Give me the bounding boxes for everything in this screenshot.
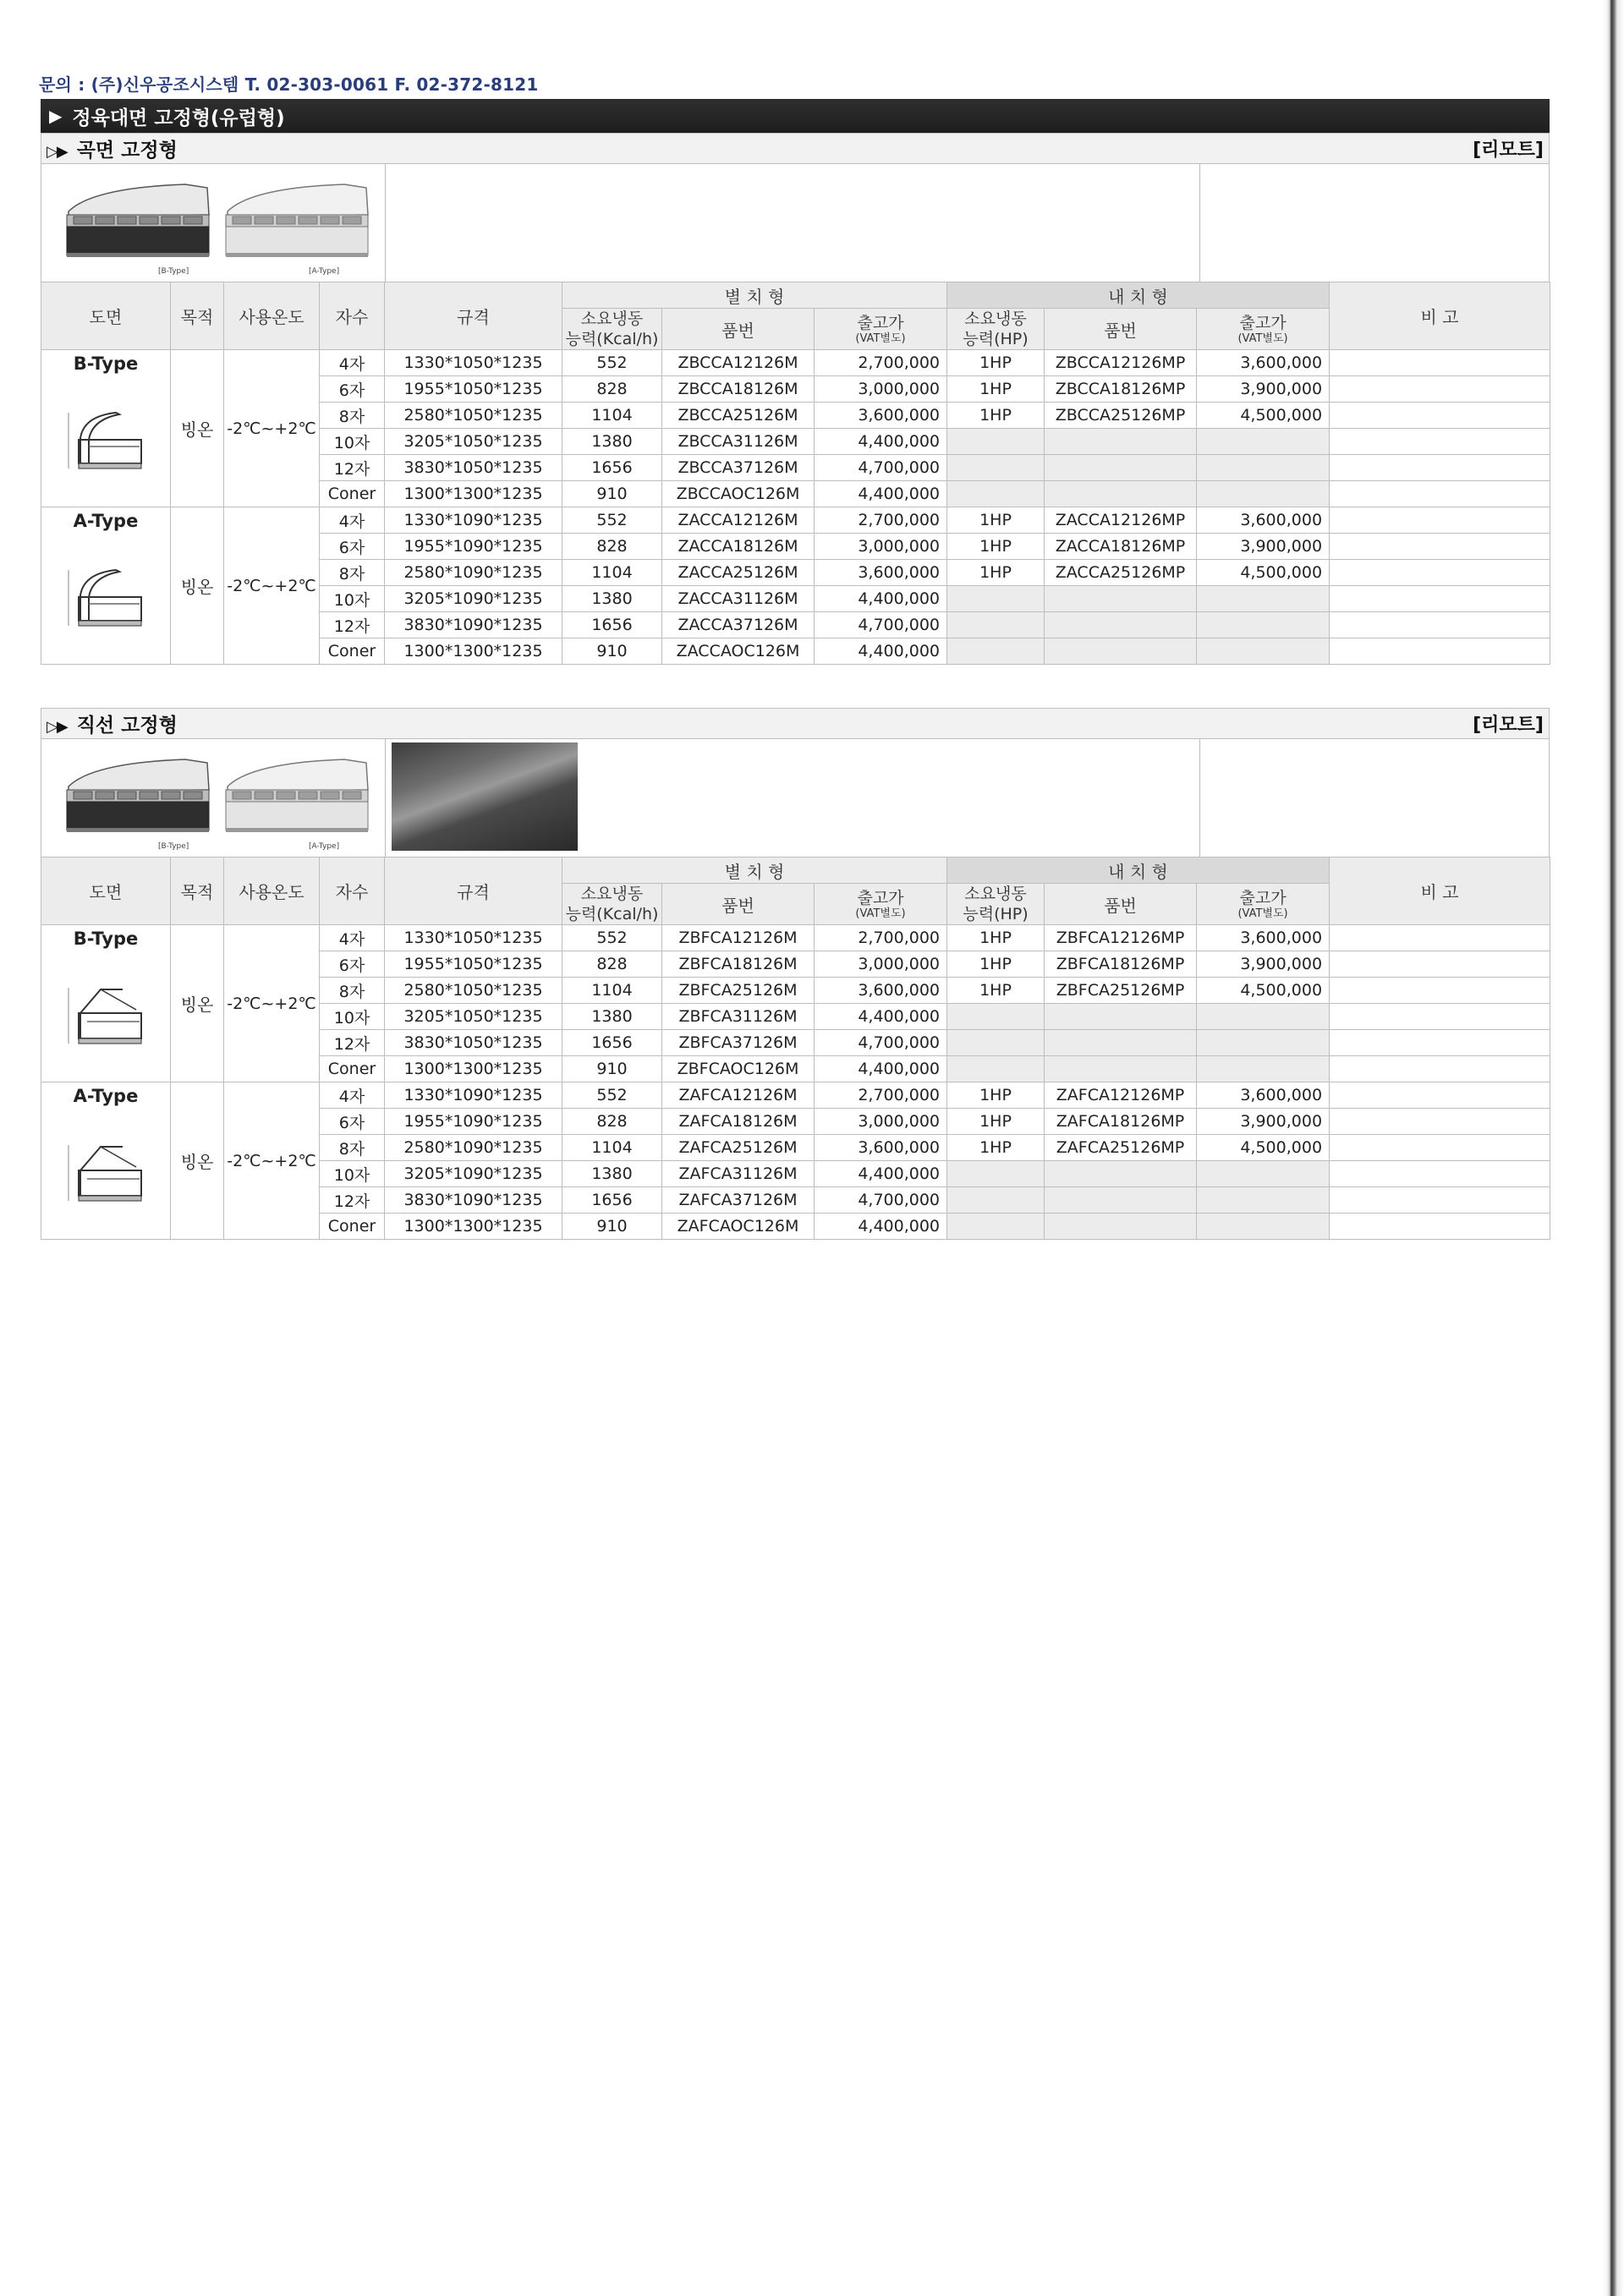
photo-caption-b: [B-Type] (158, 842, 189, 851)
spec-cell: 2580*1090*1235 (385, 560, 562, 586)
part-no-internal-cell: ZAFCA25126MP (1045, 1135, 1197, 1161)
kcal-cell: 552 (562, 1082, 662, 1109)
price-cell: 4,400,000 (815, 586, 947, 612)
a-type-case-image (217, 173, 378, 267)
kcal-cell: 1656 (562, 455, 662, 481)
price-cell: 2,700,000 (815, 507, 947, 534)
price-internal-cell: 3,600,000 (1197, 1082, 1330, 1109)
table-row (41, 350, 1550, 376)
price-cell: 3,000,000 (815, 1109, 947, 1135)
spec-cell: 1955*1090*1235 (385, 534, 562, 560)
part-no-cell: ZBFCA25126M (662, 978, 815, 1004)
part-no-internal-cell (1045, 1214, 1197, 1240)
header-drawing: 도면 (41, 858, 171, 925)
section-straight-fixed (41, 708, 1550, 1240)
temp-cell: -2℃~+2℃ (224, 507, 320, 665)
size-cell: 4자 (320, 1082, 385, 1109)
size-cell: 4자 (320, 507, 385, 534)
spec-table (41, 282, 1550, 665)
part-no-internal-cell: ZACCA18126MP (1045, 534, 1197, 560)
price-internal-cell (1197, 455, 1330, 481)
section-curved-fixed (41, 133, 1550, 665)
price-internal-cell: 3,600,000 (1197, 507, 1330, 534)
case-section-drawing-icon (63, 404, 148, 475)
kcal-cell: 1104 (562, 560, 662, 586)
size-cell: 6자 (320, 951, 385, 978)
size-cell: 4자 (320, 350, 385, 376)
part-no-internal-cell (1045, 1161, 1197, 1187)
remark-cell (1330, 350, 1550, 376)
section-title: 직선 고정형 (76, 715, 178, 737)
spec-cell: 3830*1090*1235 (385, 1187, 562, 1214)
price-internal-cell (1197, 586, 1330, 612)
photo-caption-b: [B-Type] (158, 267, 189, 276)
part-no-cell: ZBCCAOC126M (662, 481, 815, 507)
kcal-cell: 1656 (562, 1187, 662, 1214)
part-no-cell: ZACCA37126M (662, 612, 815, 638)
remark-cell (1330, 481, 1550, 507)
contact-info: 문의 : (주)신우공조시스템 T. 02-303-0061 F. 02-372-8121 (39, 74, 539, 95)
section-header (41, 133, 1550, 163)
remark-cell (1330, 1056, 1550, 1082)
spec-cell: 3205*1090*1235 (385, 586, 562, 612)
header-spec: 규격 (385, 282, 562, 350)
size-cell: 12자 (320, 1187, 385, 1214)
size-cell: 6자 (320, 1109, 385, 1135)
hp-cell: 1HP (947, 1135, 1045, 1161)
kcal-cell: 828 (562, 534, 662, 560)
part-no-internal-cell (1045, 638, 1197, 665)
header-remark: 비 고 (1330, 858, 1550, 925)
spec-cell: 1300*1300*1235 (385, 1056, 562, 1082)
table-row (41, 925, 1550, 951)
photo-row (41, 738, 1550, 857)
spec-cell: 2580*1050*1235 (385, 403, 562, 429)
size-cell: 6자 (320, 376, 385, 403)
hp-cell: 1HP (947, 978, 1045, 1004)
header-temp: 사용온도 (224, 858, 320, 925)
remark-cell (1330, 1187, 1550, 1214)
remark-cell (1330, 612, 1550, 638)
part-no-internal-cell: ZACCA25126MP (1045, 560, 1197, 586)
part-no-internal-cell (1045, 481, 1197, 507)
price-cell: 4,400,000 (815, 429, 947, 455)
section-title: 곡면 고정형 (76, 140, 178, 162)
price-cell: 4,700,000 (815, 1030, 947, 1056)
hp-cell: 1HP (947, 403, 1045, 429)
hp-cell: 1HP (947, 507, 1045, 534)
remark-cell (1330, 1161, 1550, 1187)
hp-cell (947, 1056, 1045, 1082)
price-internal-cell: 3,600,000 (1197, 350, 1330, 376)
photo-caption-a: [A-Type] (309, 267, 340, 276)
price-internal-cell: 4,500,000 (1197, 1135, 1330, 1161)
price-cell: 4,400,000 (815, 1004, 947, 1030)
spec-cell: 3830*1050*1235 (385, 1030, 562, 1056)
kcal-cell: 1104 (562, 403, 662, 429)
spec-cell: 1330*1090*1235 (385, 507, 562, 534)
remote-label: [리모트] (1473, 715, 1544, 736)
part-no-internal-cell (1045, 1030, 1197, 1056)
triangle-markers-icon: ▷▶ (47, 718, 67, 736)
hp-cell: 1HP (947, 925, 1045, 951)
price-cell: 4,700,000 (815, 612, 947, 638)
remark-cell (1330, 1030, 1550, 1056)
price-cell: 4,400,000 (815, 638, 947, 665)
spec-cell: 2580*1090*1235 (385, 1135, 562, 1161)
price-internal-cell (1197, 481, 1330, 507)
size-cell: Coner (320, 638, 385, 665)
drawing-cell (41, 350, 171, 507)
b-type-case-image (58, 173, 219, 267)
kcal-cell: 1380 (562, 586, 662, 612)
size-cell: 12자 (320, 455, 385, 481)
header-capacity-kcal: 소요냉동 능력(Kcal/h) (562, 309, 662, 350)
price-cell: 3,600,000 (815, 1135, 947, 1161)
header-part-no: 품번 (662, 309, 815, 350)
size-cell: 8자 (320, 978, 385, 1004)
header-spec: 규격 (385, 858, 562, 925)
price-internal-cell (1197, 1056, 1330, 1082)
kcal-cell: 1656 (562, 1030, 662, 1056)
price-internal-cell: 4,500,000 (1197, 560, 1330, 586)
part-no-cell: ZBCCA12126M (662, 350, 815, 376)
a-type-case-image (217, 748, 378, 842)
price-internal-cell: 3,600,000 (1197, 925, 1330, 951)
part-no-internal-cell (1045, 612, 1197, 638)
price-internal-cell (1197, 1161, 1330, 1187)
hp-cell (947, 429, 1045, 455)
temp-cell: -2℃~+2℃ (224, 350, 320, 507)
kcal-cell: 828 (562, 376, 662, 403)
kcal-cell: 1656 (562, 612, 662, 638)
spec-cell: 3830*1090*1235 (385, 612, 562, 638)
remark-cell (1330, 455, 1550, 481)
price-internal-cell (1197, 1030, 1330, 1056)
type-name: A-Type (73, 1086, 139, 1106)
remark-cell (1330, 978, 1550, 1004)
kcal-cell: 552 (562, 925, 662, 951)
photo-row (41, 163, 1550, 282)
spec-cell: 3205*1090*1235 (385, 1161, 562, 1187)
part-no-cell: ZBFCAOC126M (662, 1056, 815, 1082)
kcal-cell: 828 (562, 951, 662, 978)
size-cell: 10자 (320, 1161, 385, 1187)
spec-table (41, 857, 1550, 1240)
part-no-cell: ZACCAOC126M (662, 638, 815, 665)
part-no-cell: ZAFCA31126M (662, 1161, 815, 1187)
price-cell: 3,600,000 (815, 978, 947, 1004)
spec-cell: 1330*1090*1235 (385, 1082, 562, 1109)
triangle-right-icon: ▶ (49, 106, 63, 126)
price-internal-cell (1197, 429, 1330, 455)
hp-cell: 1HP (947, 1109, 1045, 1135)
spec-cell: 1955*1090*1235 (385, 1109, 562, 1135)
kcal-cell: 910 (562, 638, 662, 665)
header-size: 자수 (320, 282, 385, 350)
remark-cell (1330, 586, 1550, 612)
price-cell: 4,400,000 (815, 481, 947, 507)
size-cell: 8자 (320, 560, 385, 586)
part-no-internal-cell: ZAFCA12126MP (1045, 1082, 1197, 1109)
kcal-cell: 1380 (562, 1161, 662, 1187)
kcal-cell: 552 (562, 350, 662, 376)
remark-cell (1330, 560, 1550, 586)
spec-cell: 1300*1300*1235 (385, 1214, 562, 1240)
spec-cell: 1955*1050*1235 (385, 951, 562, 978)
price-cell: 4,400,000 (815, 1056, 947, 1082)
hp-cell: 1HP (947, 376, 1045, 403)
part-no-internal-cell (1045, 586, 1197, 612)
size-cell: 12자 (320, 612, 385, 638)
part-no-internal-cell (1045, 1187, 1197, 1214)
hp-cell: 1HP (947, 1082, 1045, 1109)
purpose-cell: 빙온 (171, 1082, 224, 1240)
part-no-internal-cell (1045, 1056, 1197, 1082)
price-internal-cell (1197, 1214, 1330, 1240)
part-no-cell: ZACCA25126M (662, 560, 815, 586)
kcal-cell: 910 (562, 1056, 662, 1082)
price-cell: 3,600,000 (815, 560, 947, 586)
part-no-internal-cell (1045, 429, 1197, 455)
purpose-cell: 빙온 (171, 925, 224, 1082)
purpose-cell: 빙온 (171, 350, 224, 507)
part-no-internal-cell: ZBCCA18126MP (1045, 376, 1197, 403)
main-title: 정육대면 고정형(유럽형) (72, 107, 285, 129)
part-no-cell: ZACCA12126M (662, 507, 815, 534)
part-no-cell: ZACCA18126M (662, 534, 815, 560)
header-internal: 내 치 형 (947, 282, 1330, 309)
spec-cell: 1330*1050*1235 (385, 350, 562, 376)
drawing-cell (41, 507, 171, 665)
part-no-cell: ZBCCA37126M (662, 455, 815, 481)
hp-cell (947, 1214, 1045, 1240)
kcal-cell: 910 (562, 1214, 662, 1240)
type-name: B-Type (73, 929, 139, 949)
part-no-cell: ZBFCA31126M (662, 1004, 815, 1030)
triangle-markers-icon: ▷▶ (47, 143, 67, 161)
remark-cell (1330, 1135, 1550, 1161)
main-title-bar (41, 99, 1550, 133)
remark-cell (1330, 925, 1550, 951)
remark-cell (1330, 951, 1550, 978)
kcal-cell: 552 (562, 507, 662, 534)
price-cell: 2,700,000 (815, 350, 947, 376)
header-part-no: 품번 (662, 884, 815, 925)
photo-caption-a: [A-Type] (309, 842, 340, 851)
price-cell: 4,700,000 (815, 455, 947, 481)
part-no-cell: ZBCCA31126M (662, 429, 815, 455)
price-internal-cell: 3,900,000 (1197, 376, 1330, 403)
remark-cell (1330, 638, 1550, 665)
part-no-cell: ZBFCA37126M (662, 1030, 815, 1056)
remark-cell (1330, 1109, 1550, 1135)
price-internal-cell (1197, 612, 1330, 638)
hp-cell (947, 612, 1045, 638)
header-capacity-hp: 소요냉동 능력(HP) (947, 309, 1045, 350)
hp-cell (947, 1161, 1045, 1187)
price-cell: 2,700,000 (815, 925, 947, 951)
part-no-cell: ZAFCA37126M (662, 1187, 815, 1214)
remark-cell (1330, 376, 1550, 403)
remark-cell (1330, 1214, 1550, 1240)
spec-cell: 1300*1300*1235 (385, 481, 562, 507)
temp-cell: -2℃~+2℃ (224, 925, 320, 1082)
size-cell: 8자 (320, 1135, 385, 1161)
size-cell: Coner (320, 1056, 385, 1082)
kcal-cell: 1104 (562, 978, 662, 1004)
hp-cell (947, 586, 1045, 612)
part-no-cell: ZAFCA25126M (662, 1135, 815, 1161)
hp-cell (947, 1187, 1045, 1214)
header-remark: 비 고 (1330, 282, 1550, 350)
price-internal-cell (1197, 1187, 1330, 1214)
part-no-cell: ZACCA31126M (662, 586, 815, 612)
store-display-photo (392, 743, 578, 851)
hp-cell (947, 1004, 1045, 1030)
price-cell: 2,700,000 (815, 1082, 947, 1109)
part-no-internal-cell: ZACCA12126MP (1045, 507, 1197, 534)
kcal-cell: 1104 (562, 1135, 662, 1161)
spec-cell: 1300*1300*1235 (385, 638, 562, 665)
header-purpose: 목적 (171, 858, 224, 925)
part-no-cell: ZAFCA18126M (662, 1109, 815, 1135)
purpose-cell: 빙온 (171, 507, 224, 665)
header-capacity-kcal: 소요냉동 능력(Kcal/h) (562, 884, 662, 925)
price-cell: 4,700,000 (815, 1187, 947, 1214)
spec-cell: 3205*1050*1235 (385, 1004, 562, 1030)
case-section-drawing-icon (63, 562, 148, 633)
size-cell: Coner (320, 1214, 385, 1240)
remark-cell (1330, 429, 1550, 455)
table-row (41, 507, 1550, 534)
price-internal-cell (1197, 1004, 1330, 1030)
size-cell: 10자 (320, 429, 385, 455)
case-section-drawing-icon (63, 979, 148, 1050)
part-no-internal-cell (1045, 455, 1197, 481)
part-no-cell: ZBCCA18126M (662, 376, 815, 403)
remark-cell (1330, 403, 1550, 429)
kcal-cell: 828 (562, 1109, 662, 1135)
spec-cell: 1955*1050*1235 (385, 376, 562, 403)
header-part-no-internal: 품번 (1045, 884, 1197, 925)
hp-cell (947, 455, 1045, 481)
hp-cell (947, 638, 1045, 665)
remark-cell (1330, 1082, 1550, 1109)
part-no-internal-cell: ZBFCA25126MP (1045, 978, 1197, 1004)
drawing-cell (41, 1082, 171, 1240)
part-no-internal-cell (1045, 1004, 1197, 1030)
part-no-cell: ZAFCA12126M (662, 1082, 815, 1109)
case-section-drawing-icon (63, 1137, 148, 1208)
part-no-cell: ZBFCA12126M (662, 925, 815, 951)
header-internal: 내 치 형 (947, 858, 1330, 884)
hp-cell (947, 481, 1045, 507)
header-price: 출고가 (VAT별도) (815, 309, 947, 350)
price-cell: 3,000,000 (815, 376, 947, 403)
part-no-internal-cell: ZBCCA12126MP (1045, 350, 1197, 376)
header-price-internal: 출고가 (VAT별도) (1197, 309, 1330, 350)
scan-page-edge (1602, 0, 1624, 2296)
hp-cell (947, 1030, 1045, 1056)
part-no-internal-cell: ZBCCA25126MP (1045, 403, 1197, 429)
price-cell: 4,400,000 (815, 1161, 947, 1187)
header-size: 자수 (320, 858, 385, 925)
kcal-cell: 1380 (562, 1004, 662, 1030)
header-separate: 별 치 형 (562, 858, 947, 884)
type-name: B-Type (73, 353, 139, 374)
header-drawing: 도면 (41, 282, 171, 350)
part-no-internal-cell: ZBFCA12126MP (1045, 925, 1197, 951)
header-price: 출고가 (VAT별도) (815, 884, 947, 925)
spec-cell: 2580*1050*1235 (385, 978, 562, 1004)
size-cell: 10자 (320, 1004, 385, 1030)
price-internal-cell: 3,900,000 (1197, 534, 1330, 560)
hp-cell: 1HP (947, 951, 1045, 978)
price-cell: 3,600,000 (815, 403, 947, 429)
b-type-case-image (58, 748, 219, 842)
hp-cell: 1HP (947, 534, 1045, 560)
price-internal-cell: 4,500,000 (1197, 403, 1330, 429)
price-internal-cell: 3,900,000 (1197, 1109, 1330, 1135)
size-cell: 10자 (320, 586, 385, 612)
temp-cell: -2℃~+2℃ (224, 1082, 320, 1240)
part-no-internal-cell: ZAFCA18126MP (1045, 1109, 1197, 1135)
remote-label: [리모트] (1473, 140, 1544, 161)
price-cell: 3,000,000 (815, 534, 947, 560)
kcal-cell: 1380 (562, 429, 662, 455)
header-purpose: 목적 (171, 282, 224, 350)
header-capacity-hp: 소요냉동 능력(HP) (947, 884, 1045, 925)
spec-cell: 3205*1050*1235 (385, 429, 562, 455)
table-row (41, 1082, 1550, 1109)
spec-cell: 3830*1050*1235 (385, 455, 562, 481)
price-cell: 3,000,000 (815, 951, 947, 978)
size-cell: 8자 (320, 403, 385, 429)
remark-cell (1330, 507, 1550, 534)
header-separate: 별 치 형 (562, 282, 947, 309)
spec-cell: 1330*1050*1235 (385, 925, 562, 951)
part-no-internal-cell: ZBFCA18126MP (1045, 951, 1197, 978)
size-cell: Coner (320, 481, 385, 507)
header-part-no-internal: 품번 (1045, 309, 1197, 350)
size-cell: 12자 (320, 1030, 385, 1056)
price-internal-cell (1197, 638, 1330, 665)
hp-cell: 1HP (947, 560, 1045, 586)
header-price-internal: 출고가 (VAT별도) (1197, 884, 1330, 925)
section-header (41, 708, 1550, 738)
type-name: A-Type (73, 511, 139, 531)
price-cell: 4,400,000 (815, 1214, 947, 1240)
price-internal-cell: 4,500,000 (1197, 978, 1330, 1004)
part-no-cell: ZBCCA25126M (662, 403, 815, 429)
part-no-cell: ZAFCAOC126M (662, 1214, 815, 1240)
size-cell: 4자 (320, 925, 385, 951)
hp-cell: 1HP (947, 350, 1045, 376)
size-cell: 6자 (320, 534, 385, 560)
price-internal-cell: 3,900,000 (1197, 951, 1330, 978)
part-no-cell: ZBFCA18126M (662, 951, 815, 978)
kcal-cell: 910 (562, 481, 662, 507)
drawing-cell (41, 925, 171, 1082)
header-temp: 사용온도 (224, 282, 320, 350)
remark-cell (1330, 534, 1550, 560)
remark-cell (1330, 1004, 1550, 1030)
